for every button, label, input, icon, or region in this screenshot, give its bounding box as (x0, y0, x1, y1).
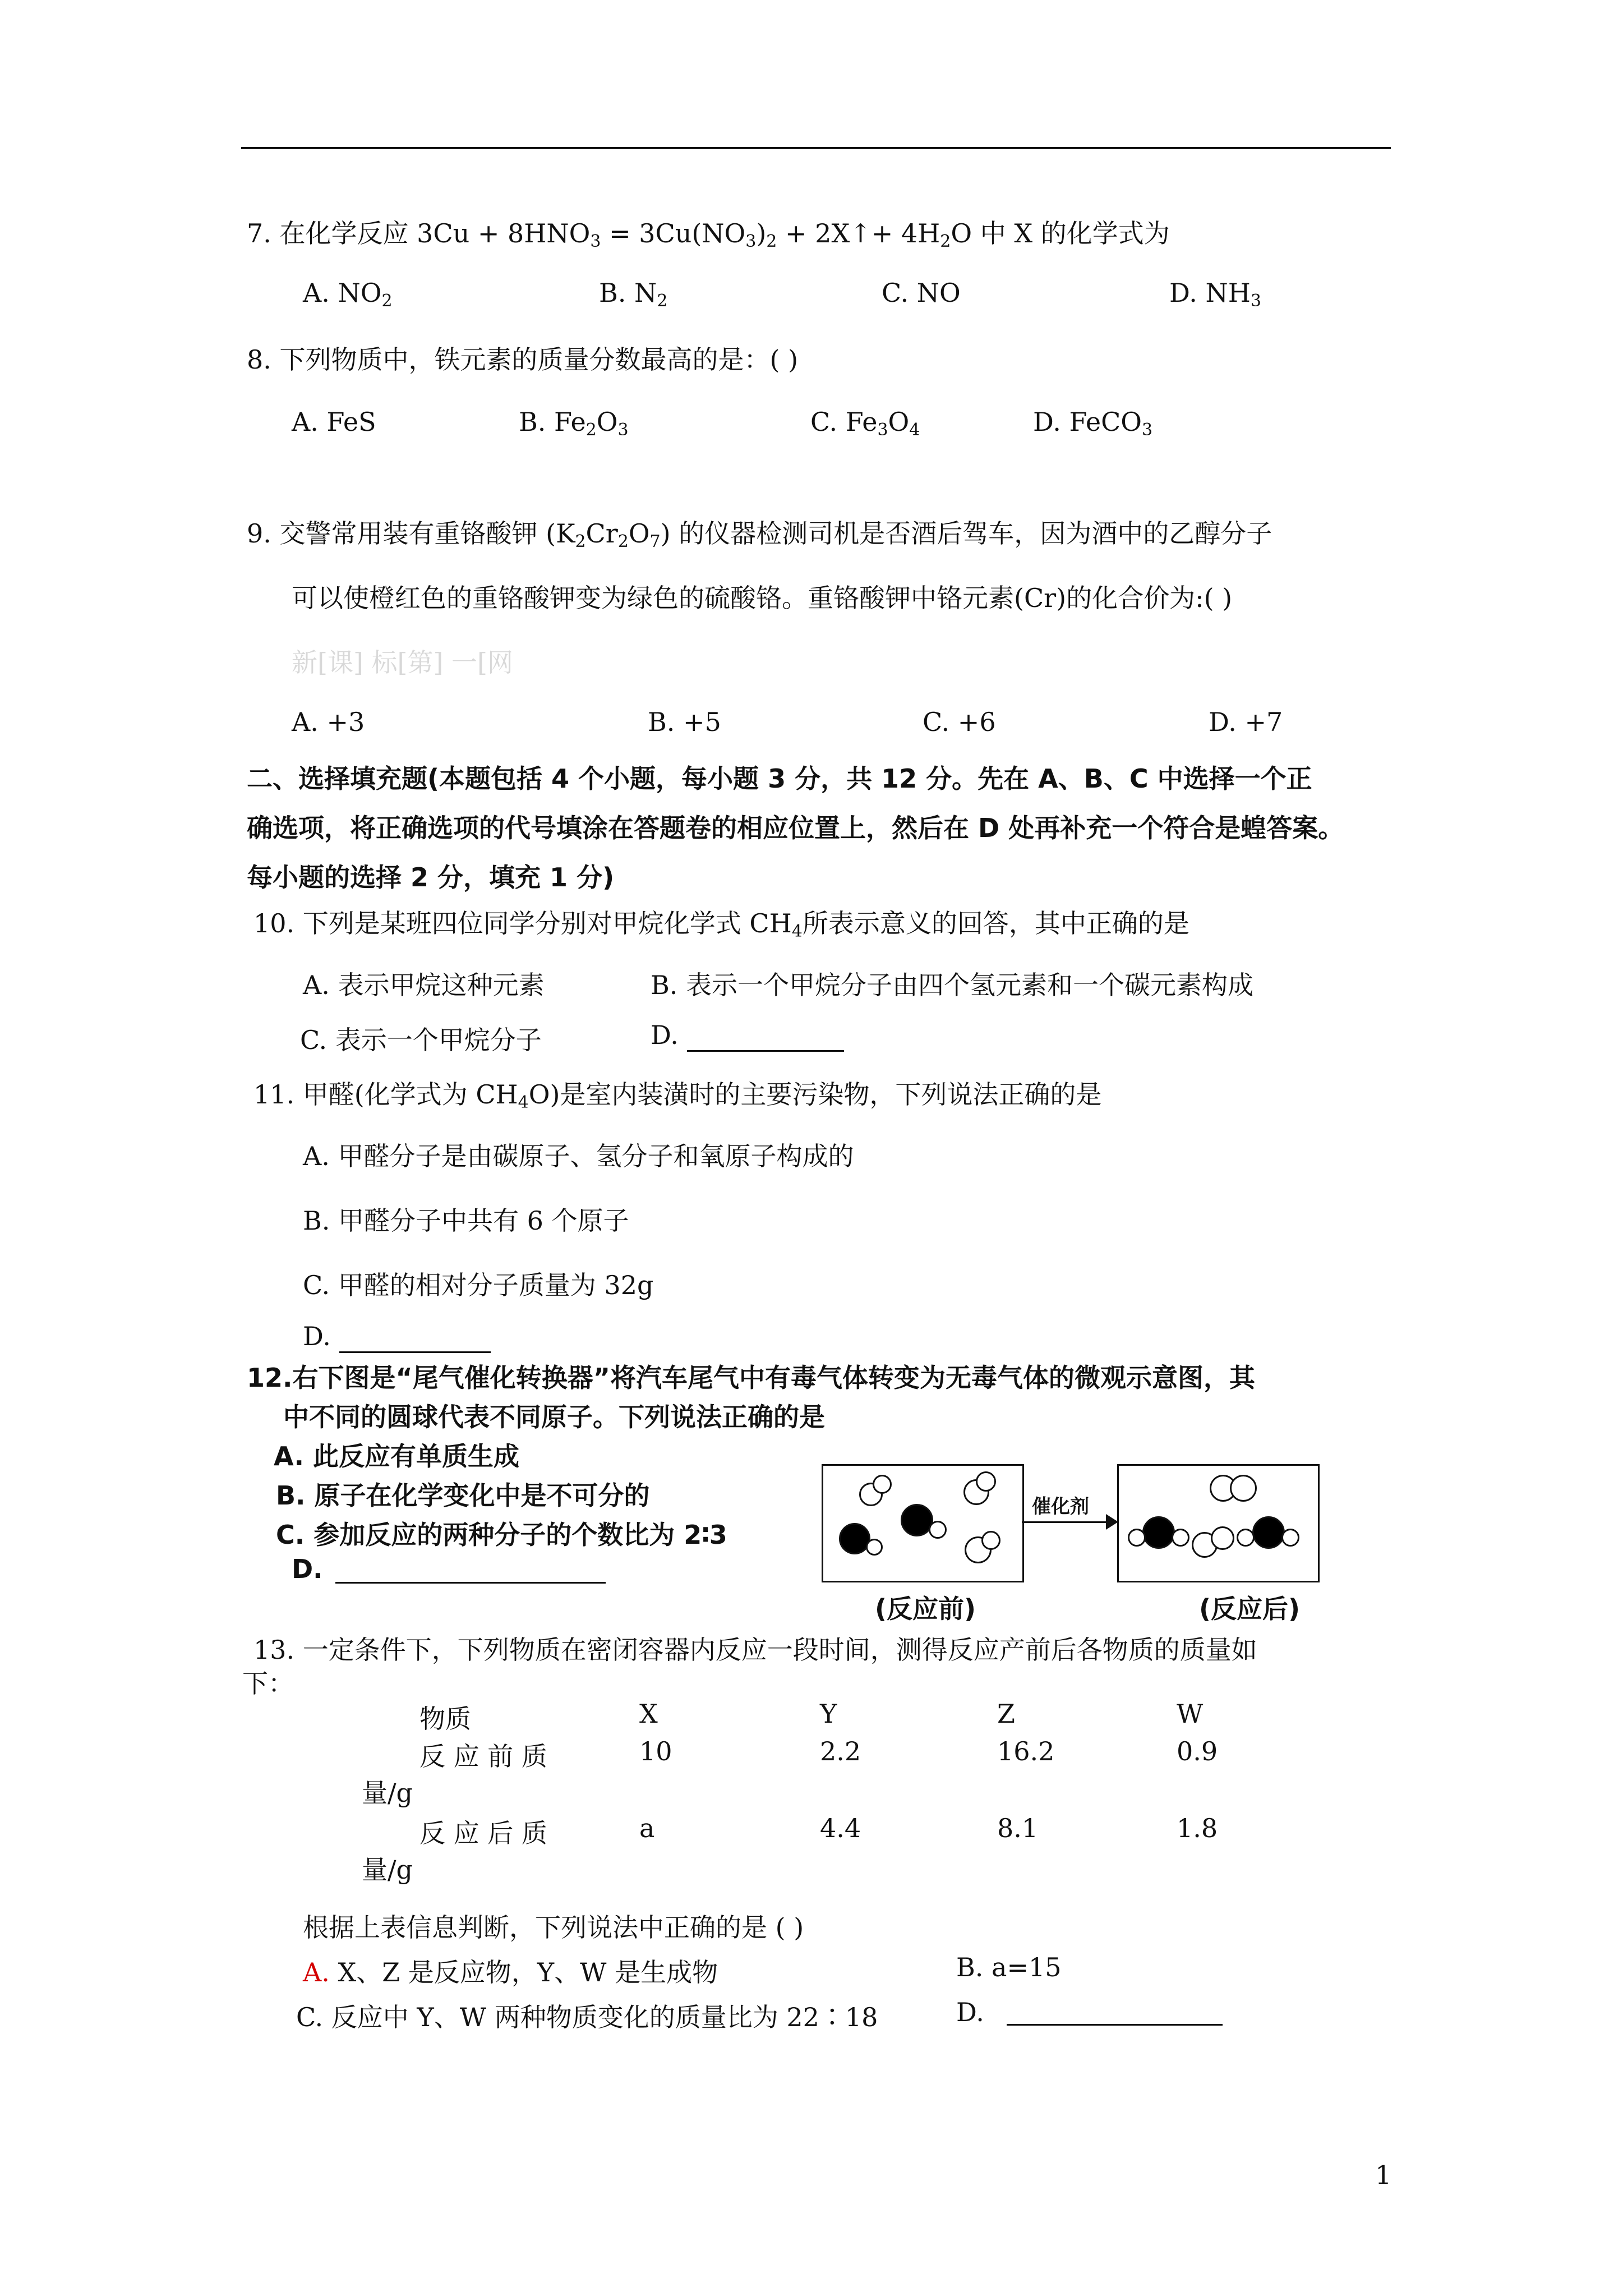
q13-option-c: C. 反应中 Y、W 两种物质变化的质量比为 22∶18 (296, 2002, 878, 2032)
atom-light (866, 1539, 883, 1556)
q10-stem: 10. 下列是某班四位同学分别对甲烷化学式 $CH_4$所表示意义的回答，其中正确的是 (253, 908, 1189, 941)
q11-option-b: B. 甲醛分子中共有 6 个原子 (303, 1205, 629, 1236)
atom-dark (1142, 1516, 1175, 1549)
atom-light (1281, 1529, 1299, 1547)
table-cell: 1.8 (1177, 1813, 1218, 1843)
q11-stem: 11. 甲醛(化学式为 $CH_4O$)是室内装潢时的主要污染物，下列说法正确的是 (253, 1079, 1102, 1112)
atom-light (1128, 1529, 1146, 1547)
q13-answer-blank (1007, 2024, 1223, 2026)
q7-option-b: B. $N_2$ (599, 278, 668, 311)
table-header-z: Z (997, 1699, 1015, 1729)
table-row2-label-unit: 量/g (362, 1855, 413, 1885)
table-cell: 0.9 (1177, 1736, 1218, 1766)
table-row2-label: 反 应 后 质 (419, 1818, 547, 1848)
atom-dark (901, 1504, 933, 1536)
q12-line2: 中不同的圆球代表不同原子。下列说法正确的是 (283, 1402, 825, 1432)
section2-line1: 二、选择填充题(本题包括 4 个小题，每小题 3 分，共 12 分。先在 A、B、C 中选择一个正 (247, 763, 1312, 794)
q8-option-b: B. $Fe_2O_3$ (519, 407, 629, 440)
q12-answer-blank (335, 1582, 606, 1584)
section2-line2: 确选项，将正确选项的代号填涂在答题卷的相应位置上，然后在 D 处再补充一个符合是蝗答案。 (247, 813, 1344, 843)
q13-option-d: D. (956, 1997, 984, 2027)
atom-dark (839, 1523, 870, 1554)
q8-stem: 8. 下列物质中，铁元素的质量分数最高的是：( ) (247, 344, 799, 375)
q9-option-b: B. +5 (648, 707, 721, 737)
q9-line1: 9. 交警常用装有重铬酸钾 $(K_2Cr_2O_7)$ 的仪器检测司机是否酒后驾车，因为酒中的乙醇分子 (247, 518, 1272, 551)
table-header-y: Y (820, 1699, 837, 1729)
table-row1-label-unit: 量/g (362, 1778, 413, 1808)
after-label: (反应后) (1199, 1594, 1301, 1624)
q7-option-c: C. NO (882, 278, 961, 308)
q12-option-b: B. 原子在化学变化中是不可分的 (276, 1480, 650, 1511)
q13-ask: 根据上表信息判断，下列说法中正确的是 ( ) (303, 1912, 804, 1943)
after-reaction-box (1117, 1464, 1320, 1582)
q12-option-d: D. (292, 1554, 323, 1584)
q9-option-c: C. +6 (923, 707, 996, 737)
q11-option-d: D. (303, 1321, 491, 1353)
catalyst-label: 催化剂 (1032, 1496, 1089, 1518)
q12-option-a: A. 此反应有单质生成 (274, 1441, 519, 1471)
q12-line1: 12.右下图是“尾气催化转换器”将汽车尾气中有毒气体转变为无毒气体的微观示意图，其 (247, 1363, 1255, 1393)
table-cell: 10 (639, 1736, 672, 1766)
q7-stem: 7. 在化学反应 $3Cu + 8HNO_3 = 3Cu(NO_3)_2$ + 2X↑+ $4H_2O$ 中 X 的化学式为 (247, 218, 1170, 251)
q9-option-d: D. +7 (1209, 707, 1283, 737)
q8-option-a: A. FeS (292, 407, 376, 437)
before-label: (反应前) (875, 1594, 976, 1624)
table-cell: 16.2 (997, 1736, 1055, 1766)
q8-option-c: C. $Fe_3O_4$ (810, 407, 920, 440)
q13-option-b: B. a=15 (956, 1952, 1062, 1982)
table-header-substance: 物质 (419, 1704, 471, 1734)
atom-light (1237, 1529, 1255, 1547)
reaction-arrow (1022, 1521, 1110, 1523)
section2-line3: 每小题的选择 2 分，填充 1 分) (247, 862, 615, 892)
table-row1-label: 反 应 前 质 (419, 1741, 547, 1772)
q7-option-a: A. $NO_2$ (303, 278, 393, 311)
q10-answer-blank (687, 1020, 844, 1052)
table-cell: a (639, 1813, 655, 1843)
atom-light (929, 1521, 947, 1539)
atom-light (981, 1531, 1000, 1550)
table-header-w: W (1177, 1699, 1204, 1729)
table-header-x: X (639, 1699, 658, 1729)
q7-option-d: D. $NH_3$ (1169, 278, 1261, 311)
q13-option-a: A. X、Z 是反应物，Y、W 是生成物 (303, 1957, 718, 1987)
q9-watermark: 新[课] 标[第] 一[网 (292, 647, 513, 678)
table-cell: 8.1 (997, 1813, 1039, 1843)
q12-option-c: C. 参加反应的两种分子的个数比为 2∶3 (276, 1520, 727, 1550)
arrow-head-icon (1106, 1514, 1118, 1530)
atom-light (873, 1475, 892, 1494)
q8-option-d: D. FeCO$_3$ (1033, 407, 1153, 440)
q10-option-a: A. 表示甲烷这种元素 (303, 970, 545, 1000)
table-cell: 2.2 (820, 1736, 861, 1766)
atom-light (1172, 1529, 1189, 1547)
q9-line2: 可以使橙红色的重铬酸钾变为绿色的硫酸铬。重铬酸钾中铬元素(Cr)的化合价为:( ) (292, 583, 1233, 613)
q10-option-c: C. 表示一个甲烷分子 (300, 1025, 542, 1055)
atom-light (976, 1471, 996, 1492)
atom-dark (1252, 1516, 1285, 1549)
before-reaction-box (822, 1464, 1024, 1582)
atom-light (1230, 1475, 1257, 1502)
header-rule (241, 147, 1391, 149)
q11-answer-blank (339, 1321, 491, 1353)
table-cell: 4.4 (820, 1813, 861, 1843)
q13-line2: 下： (242, 1668, 294, 1699)
q10-option-b: B. 表示一个甲烷分子由四个氢元素和一个碳元素构成 (651, 970, 1254, 1000)
q11-option-a: A. 甲醛分子是由碳原子、氢分子和氧原子构成的 (303, 1141, 854, 1171)
q13-line1: 13. 一定条件下，下列物质在密闭容器内反应一段时间，测得反应产前后各物质的质量如 (253, 1635, 1257, 1665)
q9-option-a: A. +3 (292, 707, 365, 737)
page-number: 1 (1375, 2160, 1392, 2190)
atom-light (1211, 1526, 1234, 1550)
q11-option-c: C. 甲醛的相对分子质量为 32g (303, 1270, 654, 1300)
q10-option-d: D. (651, 1020, 844, 1052)
